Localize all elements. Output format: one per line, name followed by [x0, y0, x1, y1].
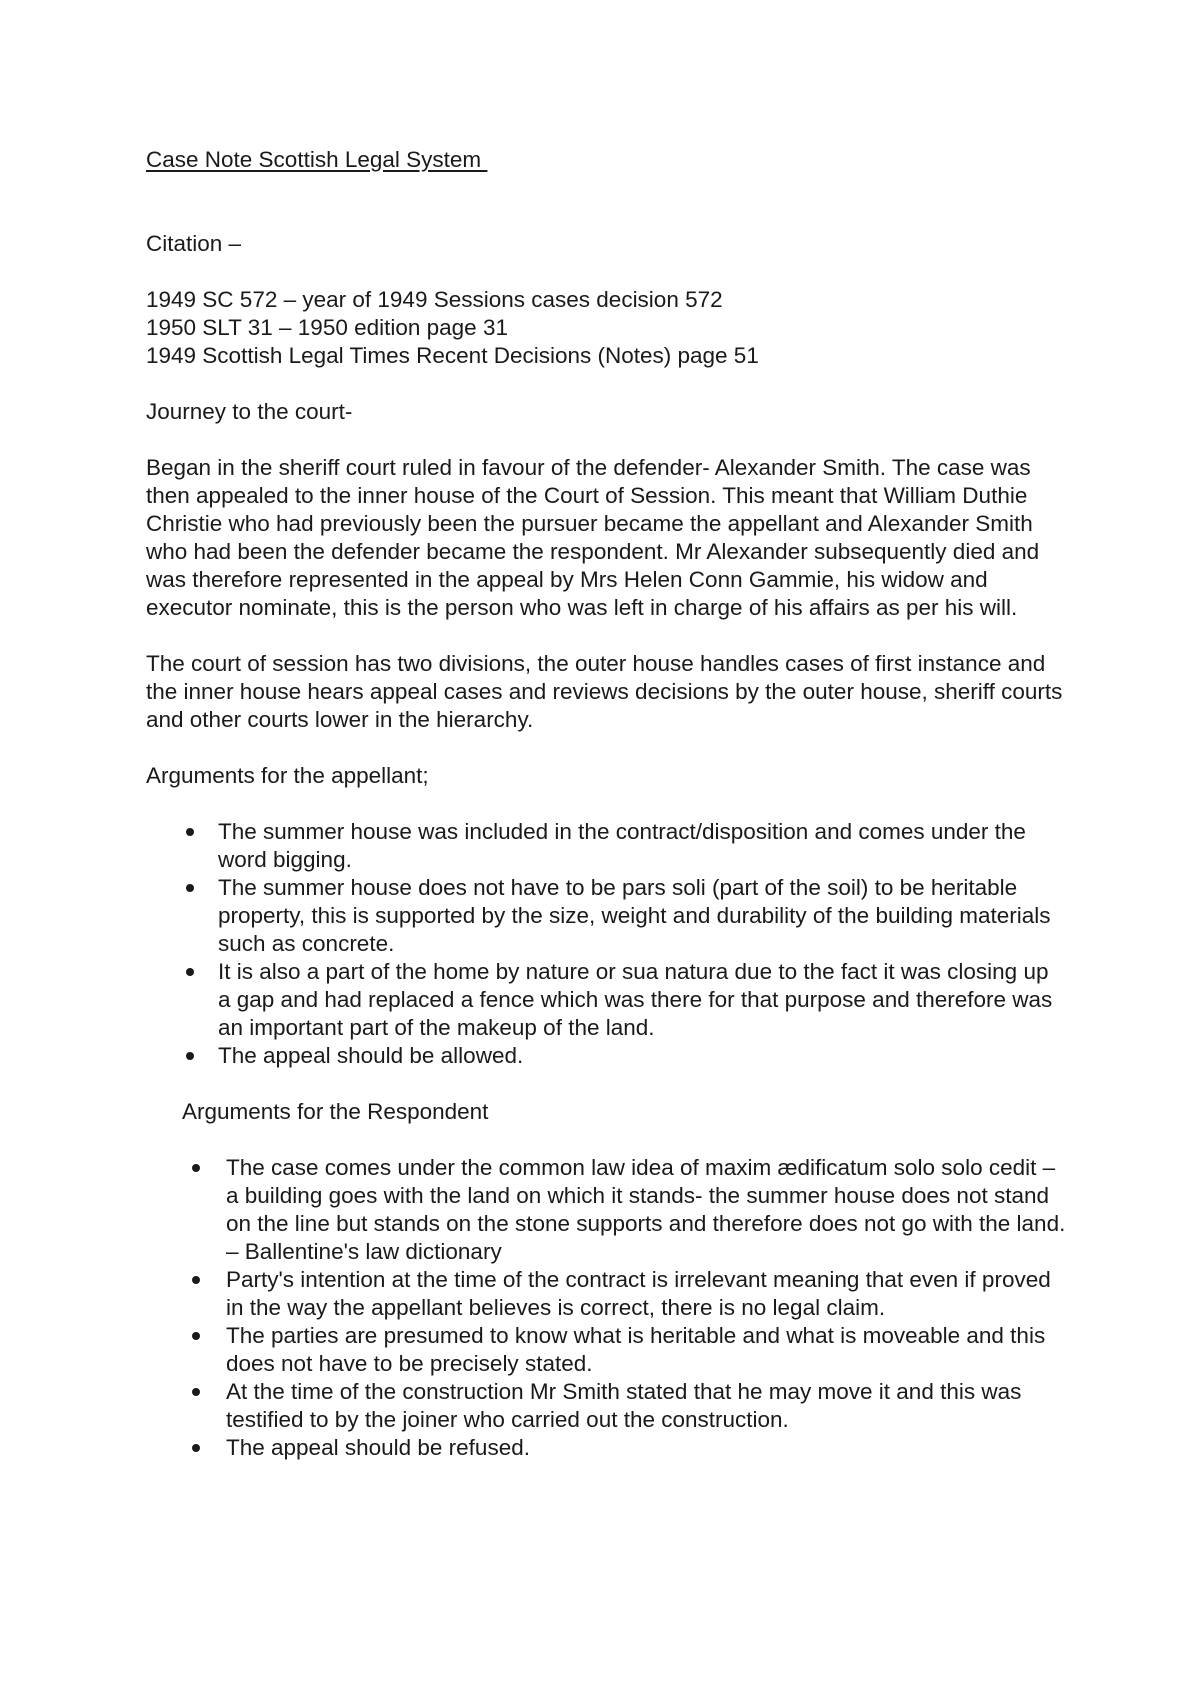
list-item: The case comes under the common law idea of maxim ædificatum solo solo cedit – a building goes with the land on which it stands- the summer house does not stand on the line but stands on the stone supports and therefore does not go with the land. – Ballentine's law dictionary	[182, 1154, 1066, 1266]
journey-paragraph: The court of session has two divisions, the outer house handles cases of first instance and the inner house hears appeal cases and reviews decisions by the outer house, sheriff courts and other courts lower in the hierarchy.	[146, 651, 1063, 732]
citation-line: 1949 SC 572 – year of 1949 Sessions cases decision 572	[146, 287, 723, 312]
citation-list	[146, 286, 1066, 370]
list-item: The summer house does not have to be pars soli (part of the soil) to be heritable property, this is supported by the size, weight and durability of the building materials such as concrete.	[146, 874, 1066, 958]
list-item: Party's intention at the time of the contract is irrelevant meaning that even if proved in the way the appellant believes is correct, there is no legal claim.	[182, 1266, 1066, 1322]
respondent-heading: Arguments for the Respondent	[182, 1099, 489, 1124]
journey-paragraph: Began in the sheriff court ruled in favour of the defender- Alexander Smith. The case was then appealed to the inner house of the Court of Session. This meant that William Duthie Christie who had previously been the pursuer became the appellant and Alexander Smith who had been the defender became the respondent. Mr Alexander subsequently died and was therefore represented in the appeal by Mrs Helen Conn Gammie, his widow and executor nominate, this is the person who was left in charge of his affairs as per his will.	[146, 455, 1040, 620]
appellant-heading: Arguments for the appellant;	[146, 763, 429, 788]
citation-line: 1950 SLT 31 – 1950 edition page 31	[146, 315, 508, 340]
list-item: The appeal should be refused.	[182, 1434, 1066, 1462]
journey-heading: Journey to the court-	[146, 399, 353, 424]
document-title: Case Note Scottish Legal System	[146, 147, 488, 172]
appellant-list	[146, 818, 1066, 1070]
respondent-list	[182, 1154, 1066, 1462]
document-body	[146, 146, 1066, 1462]
citation-line: 1949 Scottish Legal Times Recent Decisions (Notes) page 51	[146, 343, 759, 368]
list-item: The appeal should be allowed.	[146, 1042, 1066, 1070]
list-item: At the time of the construction Mr Smith stated that he may move it and this was testified to by the joiner who carried out the construction.	[182, 1378, 1066, 1434]
list-item: It is also a part of the home by nature or sua natura due to the fact it was closing up a gap and had replaced a fence which was there for that purpose and therefore was an important part of the makeup of the land.	[146, 958, 1066, 1042]
respondent-section	[182, 1098, 1066, 1462]
list-item: The parties are presumed to know what is heritable and what is moveable and this does not have to be precisely stated.	[182, 1322, 1066, 1378]
list-item: The summer house was included in the contract/disposition and comes under the word bigging.	[146, 818, 1066, 874]
citation-heading: Citation –	[146, 231, 242, 256]
